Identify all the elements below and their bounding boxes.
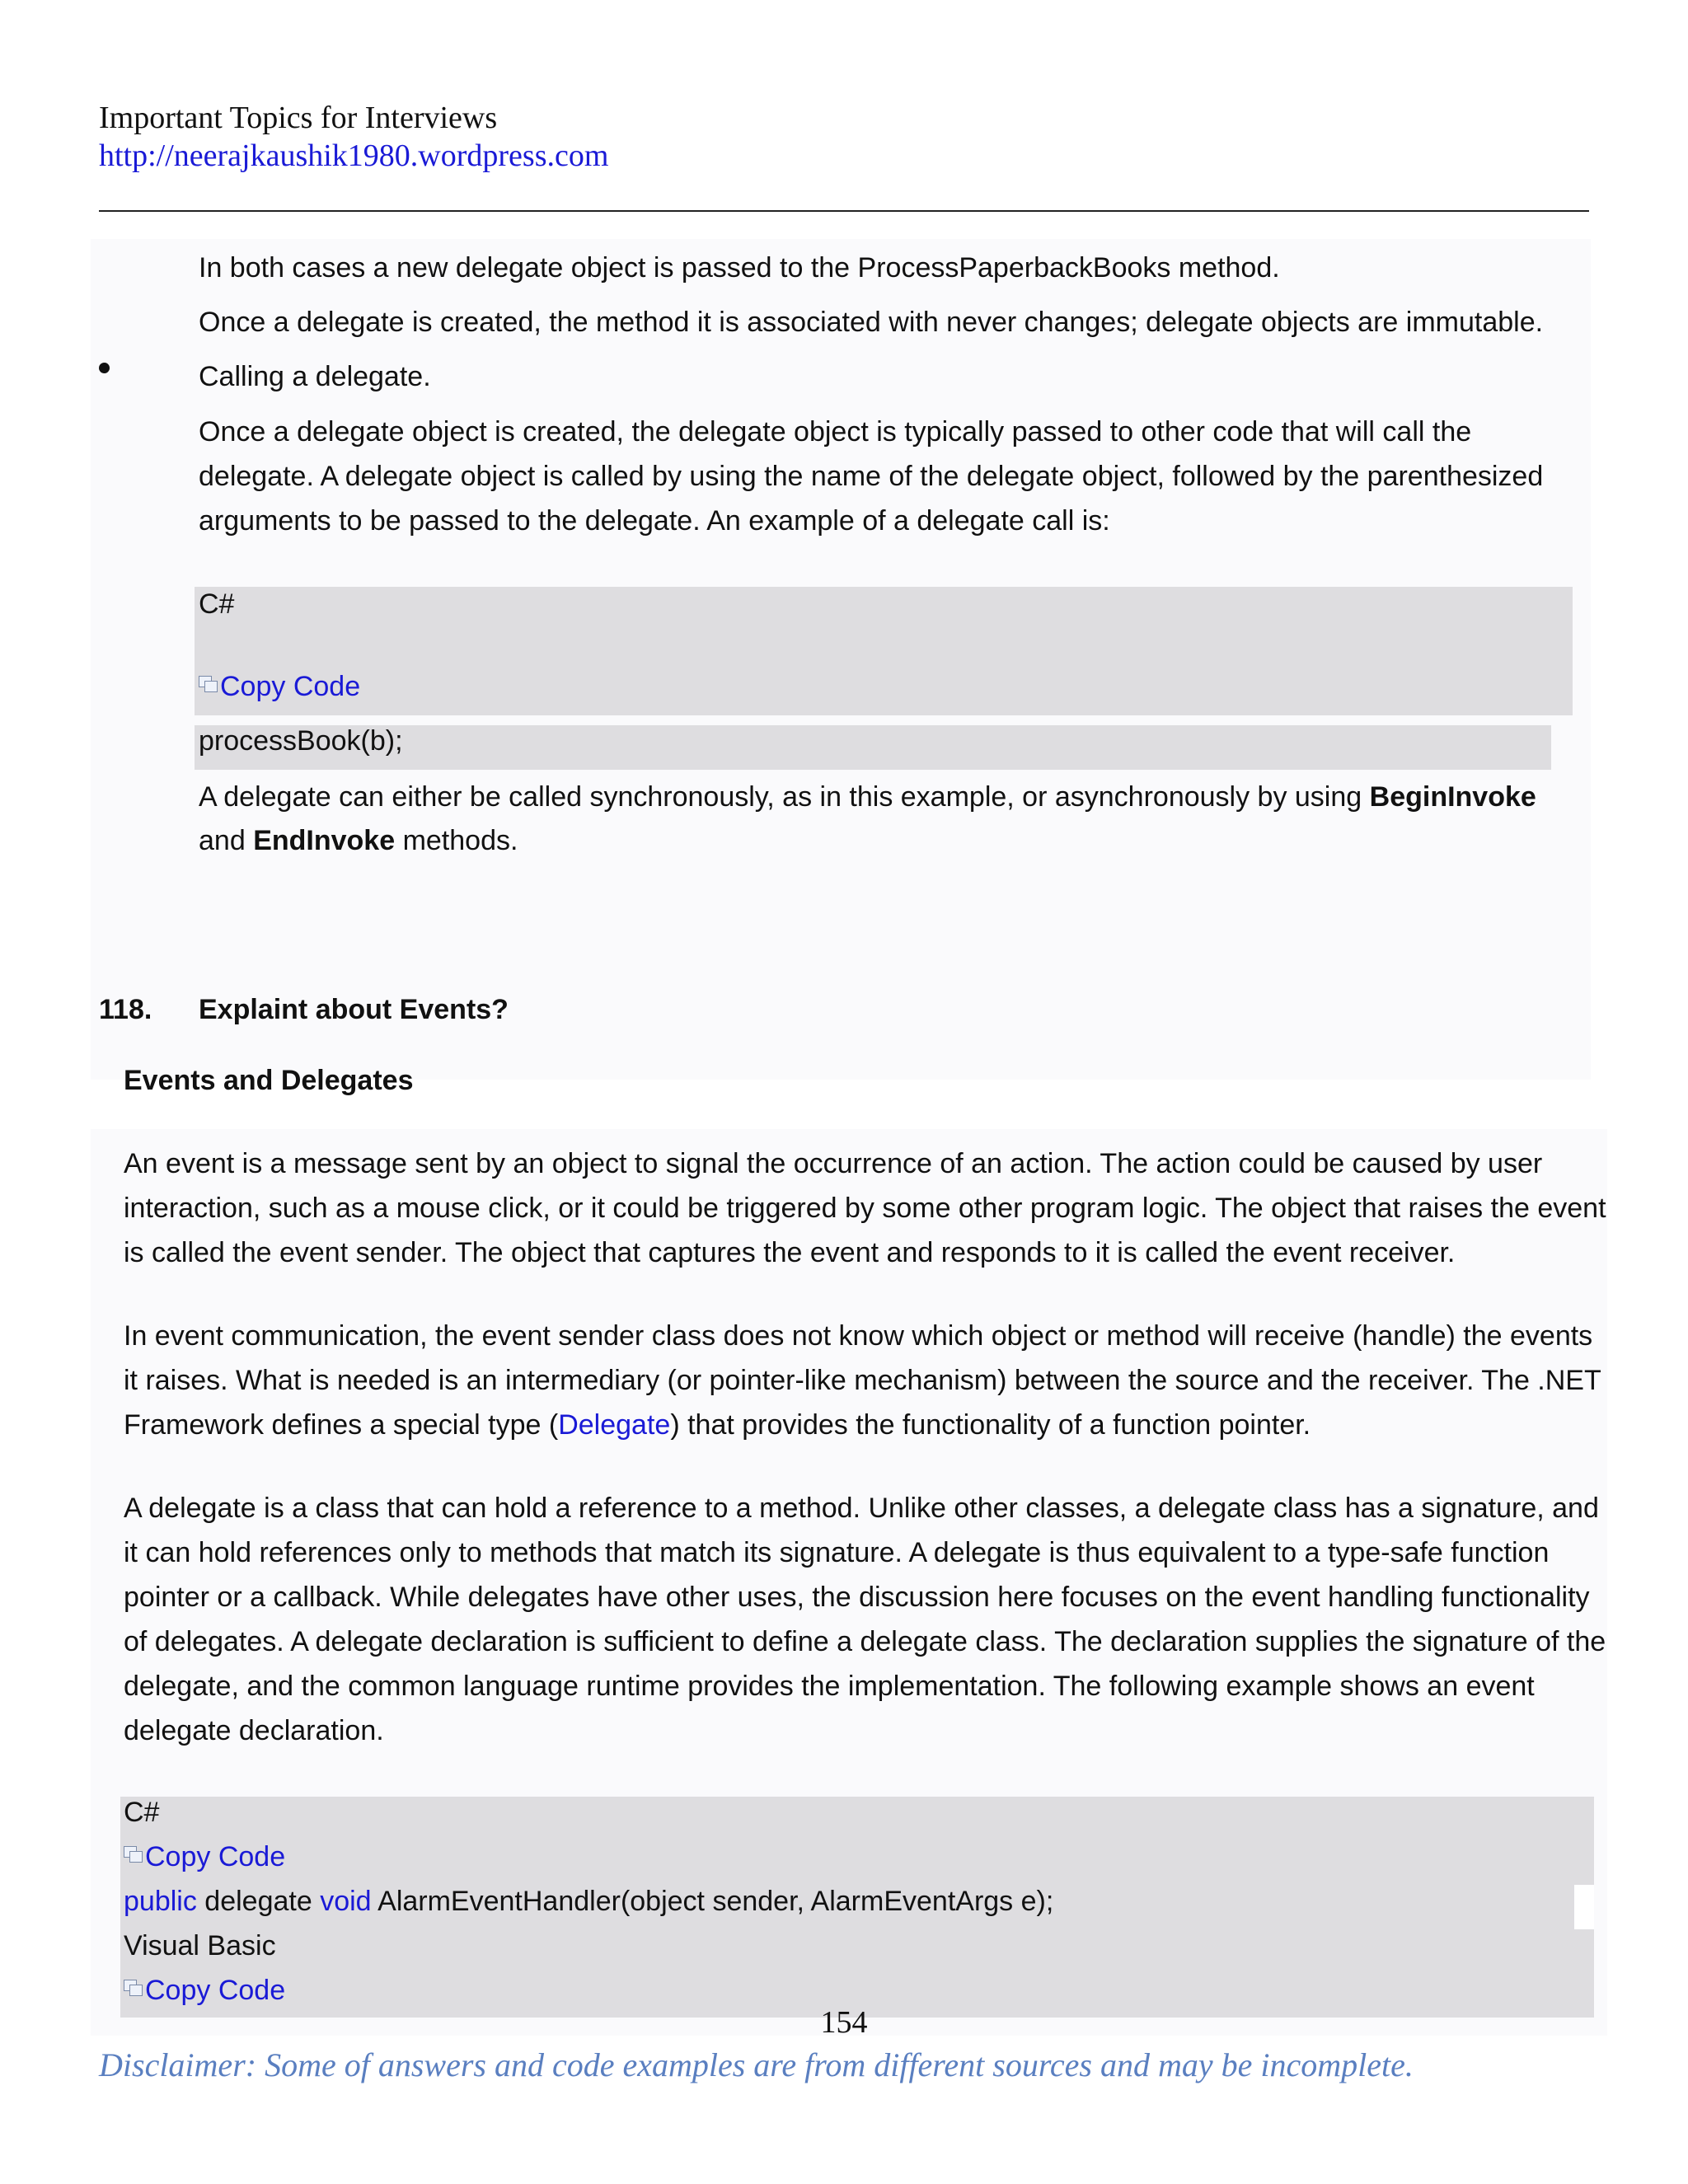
copy-code-icon — [124, 1846, 143, 1863]
copy-code-icon — [124, 1980, 143, 1996]
copy-code-label: Copy Code — [145, 1841, 286, 1872]
paragraph-calling-line-3: arguments to be passed to the delegate. An example of a delegate call is: — [199, 505, 1110, 537]
question-number: 118. — [99, 994, 152, 1025]
paragraph-calling-line-2: delegate. A delegate object is called by using the name of the delegate object, followed by the parenthesized — [199, 461, 1544, 492]
copy-code-label: Copy Code — [145, 1975, 286, 2006]
delegate-link[interactable]: Delegate — [558, 1409, 671, 1441]
section-subheading: Events and Delegates — [124, 1065, 414, 1096]
page-number: 154 — [820, 2005, 868, 2040]
disclaimer-text: Disclaimer: Some of answers and code examples are from different sources and may be incomplete. — [99, 2046, 1414, 2083]
events-para-1-line-3: is called the event sender. The object that captures the event and responds to it is called the event receiver. — [124, 1237, 1456, 1268]
code-box-notch — [1574, 1885, 1594, 1929]
paragraph-calling-line-1: Once a delegate object is created, the delegate object is typically passed to other code that will call the — [199, 416, 1472, 448]
events-para-3-line-6: delegate declaration. — [124, 1715, 384, 1746]
events-para-3-line-5: delegate, and the common language runtime provides the implementation. The following example shows an event — [124, 1671, 1535, 1702]
header-url-link[interactable]: http://neerajkaushik1980.wordpress.com — [99, 138, 609, 173]
code2-language-label: C# — [124, 1797, 160, 1828]
code-language-label: C# — [199, 588, 235, 620]
header-title: Important Topics for Interviews — [99, 101, 498, 135]
copy-code-icon — [199, 676, 218, 692]
keyword-public: public — [124, 1886, 197, 1917]
events-para-2-line-2: it raises. What is needed is an intermediary (or pointer-like mechanism) between the source and the receiver. The .NET — [124, 1365, 1601, 1396]
events-para-3-line-1: A delegate is a class that can hold a reference to a method. Unlike other classes, a delegate class has a signature, and — [124, 1493, 1599, 1524]
code-header-box — [195, 587, 1573, 715]
paragraph-immutable: Once a delegate is created, the method it is associated with never changes; delegate objects are immutable. — [199, 307, 1544, 338]
keyword-void: void — [320, 1886, 372, 1917]
events-para-1-line-2: interaction, such as a mouse click, or it could be triggered by some other program logic. The object that raises the event — [124, 1193, 1606, 1224]
paragraph-new-delegate: In both cases a new delegate object is passed to the ProcessPaperbackBooks method. — [199, 252, 1280, 284]
begin-invoke-text: BeginInvoke — [1369, 781, 1536, 813]
events-para-2-line-1: In event communication, the event sender class does not know which object or method will receive (handle) the events — [124, 1320, 1593, 1352]
events-para-1-line-1: An event is a message sent by an object to signal the occurrence of an action. The action could be caused by user — [124, 1148, 1543, 1179]
code2-vb-label: Visual Basic — [124, 1930, 276, 1961]
code2-copy-code-link[interactable] — [124, 1835, 285, 1879]
header-divider — [99, 210, 1589, 212]
bullet-icon — [99, 363, 110, 373]
events-para-3-line-2: it can hold references only to methods that match its signature. A delegate is thus equivalent to a type-safe function — [124, 1537, 1550, 1568]
paragraph-sync-line-2: and EndInvoke methods. — [199, 825, 518, 856]
events-para-3-line-4: of delegates. A delegate declaration is sufficient to define a delegate class. The declaration supplies the signature of the — [124, 1626, 1606, 1657]
paragraph-sync-line-1: A delegate can either be called synchronously, as in this example, or asynchronously by using BeginInvoke — [199, 781, 1536, 813]
copy-code-label: Copy Code — [220, 671, 361, 702]
bullet-calling-delegate: Calling a delegate. — [199, 361, 431, 392]
events-para-3-line-3: pointer or a callback. While delegates have other uses, the discussion here focuses on the event handling functionality — [124, 1582, 1590, 1613]
events-para-2-line-3: Framework defines a special type (Delegate) that provides the functionality of a function pointer. — [124, 1409, 1311, 1441]
code2-declaration-line: public delegate void AlarmEventHandler(object sender, AlarmEventArgs e); — [124, 1886, 1054, 1917]
copy-code-link[interactable] — [199, 664, 360, 709]
end-invoke-text: EndInvoke — [253, 825, 396, 856]
question-title: Explaint about Events? — [199, 994, 509, 1025]
code-line: processBook(b); — [199, 725, 403, 757]
